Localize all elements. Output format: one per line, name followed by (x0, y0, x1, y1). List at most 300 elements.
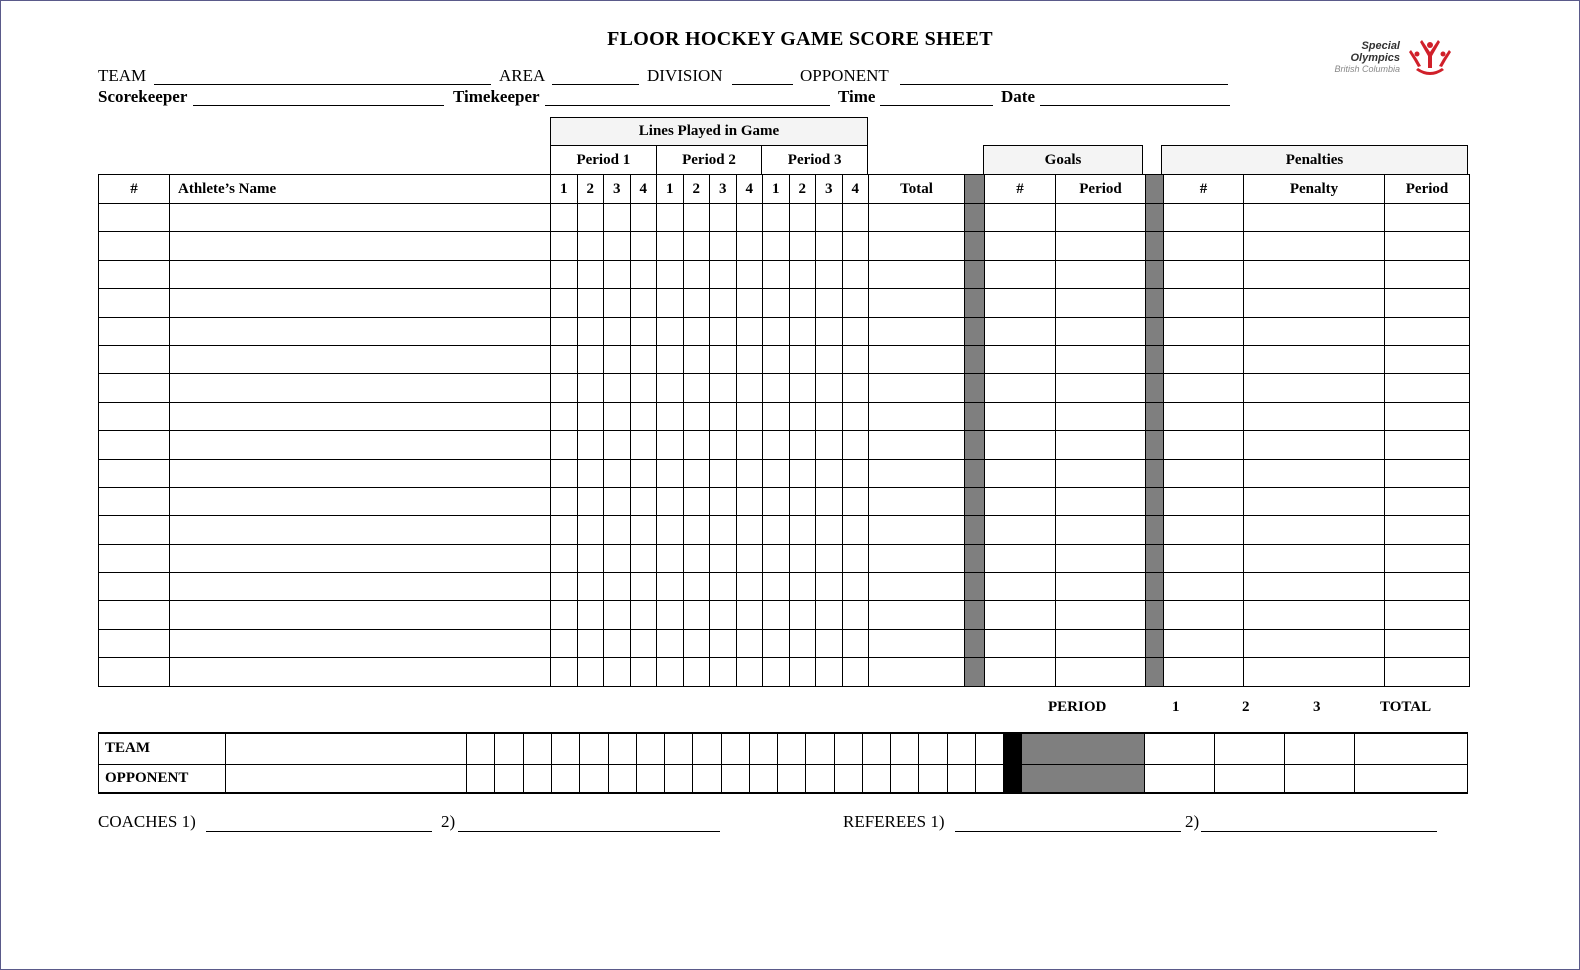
line-played-cell[interactable] (710, 601, 737, 629)
time-field[interactable] (880, 105, 993, 106)
line-played-cell[interactable] (683, 374, 710, 402)
summary-tally-cell[interactable] (806, 764, 834, 793)
goal-period-cell[interactable] (1056, 374, 1146, 402)
line-played-cell[interactable] (789, 544, 816, 572)
athlete-name-cell[interactable] (170, 260, 551, 288)
line-played-cell[interactable] (710, 317, 737, 345)
line-played-cell[interactable] (683, 629, 710, 657)
summary-tally-cell[interactable] (947, 764, 975, 793)
total-cell[interactable] (869, 431, 965, 459)
goal-period-cell[interactable] (1056, 289, 1146, 317)
penalty-number-cell[interactable] (1164, 260, 1244, 288)
line-played-cell[interactable] (630, 573, 657, 601)
penalty-period-cell[interactable] (1385, 459, 1470, 487)
division-field[interactable] (732, 84, 793, 85)
line-played-cell[interactable] (763, 260, 790, 288)
athlete-number-cell[interactable] (99, 516, 170, 544)
line-played-cell[interactable] (789, 629, 816, 657)
line-played-cell[interactable] (842, 544, 869, 572)
penalty-period-cell[interactable] (1385, 601, 1470, 629)
penalty-number-cell[interactable] (1164, 658, 1244, 686)
line-played-cell[interactable] (816, 601, 843, 629)
goal-period-cell[interactable] (1056, 544, 1146, 572)
line-played-cell[interactable] (736, 232, 763, 260)
line-played-cell[interactable] (710, 487, 737, 515)
line-played-cell[interactable] (816, 204, 843, 232)
line-played-cell[interactable] (577, 487, 604, 515)
penalty-period-cell[interactable] (1385, 544, 1470, 572)
line-played-cell[interactable] (816, 402, 843, 430)
goal-number-cell[interactable] (985, 374, 1056, 402)
athlete-number-cell[interactable] (99, 601, 170, 629)
goal-number-cell[interactable] (985, 459, 1056, 487)
line-played-cell[interactable] (842, 260, 869, 288)
line-played-cell[interactable] (683, 260, 710, 288)
line-played-cell[interactable] (842, 516, 869, 544)
line-played-cell[interactable] (604, 516, 631, 544)
line-played-cell[interactable] (577, 544, 604, 572)
total-cell[interactable] (869, 345, 965, 373)
penalty-period-cell[interactable] (1385, 516, 1470, 544)
line-played-cell[interactable] (551, 459, 578, 487)
summary-tally-cell[interactable] (891, 764, 919, 793)
line-played-cell[interactable] (630, 431, 657, 459)
line-played-cell[interactable] (842, 204, 869, 232)
summary-tally-cell[interactable] (608, 764, 636, 793)
line-played-cell[interactable] (551, 374, 578, 402)
goal-period-cell[interactable] (1056, 317, 1146, 345)
line-played-cell[interactable] (577, 260, 604, 288)
line-played-cell[interactable] (789, 317, 816, 345)
line-played-cell[interactable] (763, 317, 790, 345)
line-played-cell[interactable] (683, 487, 710, 515)
total-cell[interactable] (869, 629, 965, 657)
athlete-name-cell[interactable] (170, 431, 551, 459)
line-played-cell[interactable] (842, 317, 869, 345)
total-cell[interactable] (869, 260, 965, 288)
line-played-cell[interactable] (789, 204, 816, 232)
total-cell[interactable] (869, 232, 965, 260)
area-field[interactable] (552, 84, 639, 85)
penalty-number-cell[interactable] (1164, 345, 1244, 373)
line-played-cell[interactable] (657, 260, 684, 288)
penalty-number-cell[interactable] (1164, 317, 1244, 345)
summary-tally-cell[interactable] (608, 733, 636, 764)
penalty-type-cell[interactable] (1244, 459, 1385, 487)
total-cell[interactable] (869, 459, 965, 487)
penalty-type-cell[interactable] (1244, 345, 1385, 373)
line-played-cell[interactable] (577, 516, 604, 544)
line-played-cell[interactable] (604, 459, 631, 487)
athlete-number-cell[interactable] (99, 459, 170, 487)
line-played-cell[interactable] (789, 260, 816, 288)
line-played-cell[interactable] (551, 629, 578, 657)
line-played-cell[interactable] (630, 601, 657, 629)
penalty-type-cell[interactable] (1244, 573, 1385, 601)
line-played-cell[interactable] (789, 601, 816, 629)
line-played-cell[interactable] (683, 431, 710, 459)
penalty-type-cell[interactable] (1244, 374, 1385, 402)
line-played-cell[interactable] (683, 289, 710, 317)
line-played-cell[interactable] (710, 345, 737, 373)
line-played-cell[interactable] (763, 374, 790, 402)
summary-tally-cell[interactable] (636, 764, 664, 793)
goal-period-cell[interactable] (1056, 204, 1146, 232)
line-played-cell[interactable] (577, 629, 604, 657)
summary-tally-cell[interactable] (975, 733, 1003, 764)
line-played-cell[interactable] (816, 658, 843, 686)
line-played-cell[interactable] (577, 204, 604, 232)
goal-period-cell[interactable] (1056, 402, 1146, 430)
goal-period-cell[interactable] (1056, 260, 1146, 288)
penalty-type-cell[interactable] (1244, 431, 1385, 459)
line-played-cell[interactable] (657, 658, 684, 686)
total-cell[interactable] (869, 289, 965, 317)
line-played-cell[interactable] (630, 374, 657, 402)
summary-tally-cell[interactable] (975, 764, 1003, 793)
goal-number-cell[interactable] (985, 204, 1056, 232)
summary-tally-cell[interactable] (778, 733, 806, 764)
line-played-cell[interactable] (736, 260, 763, 288)
penalty-type-cell[interactable] (1244, 204, 1385, 232)
line-played-cell[interactable] (683, 658, 710, 686)
line-played-cell[interactable] (683, 204, 710, 232)
timekeeper-field[interactable] (545, 105, 830, 106)
penalty-number-cell[interactable] (1164, 402, 1244, 430)
athlete-number-cell[interactable] (99, 374, 170, 402)
penalty-period-cell[interactable] (1385, 629, 1470, 657)
penalty-period-cell[interactable] (1385, 232, 1470, 260)
line-played-cell[interactable] (657, 204, 684, 232)
line-played-cell[interactable] (577, 345, 604, 373)
penalty-period-cell[interactable] (1385, 204, 1470, 232)
summary-total-score[interactable] (1355, 764, 1468, 793)
summary-tally-cell[interactable] (862, 764, 890, 793)
line-played-cell[interactable] (763, 459, 790, 487)
summary-tally-cell[interactable] (636, 733, 664, 764)
line-played-cell[interactable] (577, 459, 604, 487)
penalty-number-cell[interactable] (1164, 544, 1244, 572)
line-played-cell[interactable] (604, 204, 631, 232)
line-played-cell[interactable] (551, 516, 578, 544)
line-played-cell[interactable] (630, 516, 657, 544)
total-cell[interactable] (869, 487, 965, 515)
summary-tally-cell[interactable] (580, 764, 608, 793)
line-played-cell[interactable] (736, 459, 763, 487)
line-played-cell[interactable] (763, 289, 790, 317)
athlete-name-cell[interactable] (170, 544, 551, 572)
athlete-number-cell[interactable] (99, 544, 170, 572)
line-played-cell[interactable] (683, 317, 710, 345)
coach-1-field[interactable] (206, 831, 432, 832)
penalty-period-cell[interactable] (1385, 289, 1470, 317)
line-played-cell[interactable] (551, 232, 578, 260)
penalty-type-cell[interactable] (1244, 487, 1385, 515)
line-played-cell[interactable] (657, 601, 684, 629)
line-played-cell[interactable] (577, 402, 604, 430)
penalty-type-cell[interactable] (1244, 232, 1385, 260)
line-played-cell[interactable] (736, 431, 763, 459)
athlete-number-cell[interactable] (99, 402, 170, 430)
line-played-cell[interactable] (630, 402, 657, 430)
date-field[interactable] (1040, 105, 1230, 106)
line-played-cell[interactable] (842, 658, 869, 686)
athlete-number-cell[interactable] (99, 573, 170, 601)
athlete-name-cell[interactable] (170, 204, 551, 232)
penalty-type-cell[interactable] (1244, 601, 1385, 629)
opponent-field[interactable] (900, 84, 1228, 85)
scorekeeper-field[interactable] (193, 105, 444, 106)
line-played-cell[interactable] (736, 601, 763, 629)
summary-total-score[interactable] (1355, 733, 1468, 764)
line-played-cell[interactable] (710, 431, 737, 459)
line-played-cell[interactable] (577, 431, 604, 459)
line-played-cell[interactable] (630, 658, 657, 686)
line-played-cell[interactable] (842, 431, 869, 459)
line-played-cell[interactable] (710, 260, 737, 288)
summary-period-3-score[interactable] (1285, 764, 1355, 793)
line-played-cell[interactable] (763, 487, 790, 515)
line-played-cell[interactable] (789, 345, 816, 373)
line-played-cell[interactable] (816, 459, 843, 487)
penalty-period-cell[interactable] (1385, 573, 1470, 601)
goal-number-cell[interactable] (985, 345, 1056, 373)
line-played-cell[interactable] (577, 232, 604, 260)
line-played-cell[interactable] (657, 345, 684, 373)
summary-tally-cell[interactable] (523, 733, 551, 764)
line-played-cell[interactable] (842, 459, 869, 487)
line-played-cell[interactable] (630, 345, 657, 373)
summary-tally-cell[interactable] (749, 733, 777, 764)
line-played-cell[interactable] (710, 204, 737, 232)
goal-period-cell[interactable] (1056, 232, 1146, 260)
line-played-cell[interactable] (816, 573, 843, 601)
athlete-name-cell[interactable] (170, 459, 551, 487)
line-played-cell[interactable] (763, 232, 790, 260)
line-played-cell[interactable] (551, 345, 578, 373)
athlete-number-cell[interactable] (99, 431, 170, 459)
line-played-cell[interactable] (842, 629, 869, 657)
line-played-cell[interactable] (763, 345, 790, 373)
line-played-cell[interactable] (816, 345, 843, 373)
line-played-cell[interactable] (657, 544, 684, 572)
goal-number-cell[interactable] (985, 601, 1056, 629)
summary-tally-cell[interactable] (721, 764, 749, 793)
line-played-cell[interactable] (842, 232, 869, 260)
line-played-cell[interactable] (842, 402, 869, 430)
penalty-type-cell[interactable] (1244, 260, 1385, 288)
line-played-cell[interactable] (551, 601, 578, 629)
line-played-cell[interactable] (789, 402, 816, 430)
summary-period-1-score[interactable] (1144, 733, 1214, 764)
summary-period-2-score[interactable] (1214, 733, 1284, 764)
line-played-cell[interactable] (736, 573, 763, 601)
goal-number-cell[interactable] (985, 544, 1056, 572)
line-played-cell[interactable] (763, 601, 790, 629)
summary-tally-cell[interactable] (834, 764, 862, 793)
penalty-period-cell[interactable] (1385, 487, 1470, 515)
penalty-period-cell[interactable] (1385, 658, 1470, 686)
goal-period-cell[interactable] (1056, 431, 1146, 459)
athlete-name-cell[interactable] (170, 487, 551, 515)
goal-number-cell[interactable] (985, 431, 1056, 459)
line-played-cell[interactable] (710, 459, 737, 487)
line-played-cell[interactable] (683, 573, 710, 601)
penalty-number-cell[interactable] (1164, 431, 1244, 459)
line-played-cell[interactable] (630, 629, 657, 657)
goal-number-cell[interactable] (985, 516, 1056, 544)
goal-period-cell[interactable] (1056, 601, 1146, 629)
line-played-cell[interactable] (604, 345, 631, 373)
penalty-type-cell[interactable] (1244, 629, 1385, 657)
line-played-cell[interactable] (789, 658, 816, 686)
line-played-cell[interactable] (763, 431, 790, 459)
line-played-cell[interactable] (657, 374, 684, 402)
line-played-cell[interactable] (604, 544, 631, 572)
goal-period-cell[interactable] (1056, 345, 1146, 373)
line-played-cell[interactable] (710, 516, 737, 544)
line-played-cell[interactable] (577, 317, 604, 345)
athlete-number-cell[interactable] (99, 317, 170, 345)
athlete-number-cell[interactable] (99, 345, 170, 373)
line-played-cell[interactable] (604, 629, 631, 657)
line-played-cell[interactable] (577, 374, 604, 402)
penalty-type-cell[interactable] (1244, 317, 1385, 345)
penalty-type-cell[interactable] (1244, 544, 1385, 572)
athlete-number-cell[interactable] (99, 204, 170, 232)
athlete-name-cell[interactable] (170, 289, 551, 317)
summary-tally-cell[interactable] (721, 733, 749, 764)
line-played-cell[interactable] (736, 629, 763, 657)
line-played-cell[interactable] (736, 516, 763, 544)
referee-2-field[interactable] (1201, 831, 1437, 832)
athlete-name-cell[interactable] (170, 629, 551, 657)
total-cell[interactable] (869, 204, 965, 232)
line-played-cell[interactable] (710, 232, 737, 260)
summary-tally-cell[interactable] (665, 764, 693, 793)
goal-number-cell[interactable] (985, 658, 1056, 686)
line-played-cell[interactable] (577, 289, 604, 317)
line-played-cell[interactable] (551, 260, 578, 288)
summary-tally-cell[interactable] (495, 764, 523, 793)
total-cell[interactable] (869, 317, 965, 345)
athlete-number-cell[interactable] (99, 260, 170, 288)
line-played-cell[interactable] (736, 317, 763, 345)
summary-tally-cell[interactable] (919, 733, 947, 764)
goal-period-cell[interactable] (1056, 487, 1146, 515)
line-played-cell[interactable] (630, 459, 657, 487)
line-played-cell[interactable] (789, 289, 816, 317)
summary-tally-cell[interactable] (891, 733, 919, 764)
referee-1-field[interactable] (955, 831, 1181, 832)
athlete-number-cell[interactable] (99, 487, 170, 515)
penalty-type-cell[interactable] (1244, 402, 1385, 430)
line-played-cell[interactable] (551, 431, 578, 459)
line-played-cell[interactable] (736, 289, 763, 317)
line-played-cell[interactable] (551, 573, 578, 601)
line-played-cell[interactable] (789, 573, 816, 601)
goal-number-cell[interactable] (985, 487, 1056, 515)
athlete-number-cell[interactable] (99, 289, 170, 317)
goal-number-cell[interactable] (985, 629, 1056, 657)
summary-tally-cell[interactable] (551, 764, 579, 793)
line-played-cell[interactable] (657, 487, 684, 515)
line-played-cell[interactable] (789, 516, 816, 544)
line-played-cell[interactable] (816, 431, 843, 459)
goal-number-cell[interactable] (985, 232, 1056, 260)
line-played-cell[interactable] (657, 289, 684, 317)
total-cell[interactable] (869, 402, 965, 430)
total-cell[interactable] (869, 374, 965, 402)
line-played-cell[interactable] (710, 289, 737, 317)
line-played-cell[interactable] (604, 487, 631, 515)
goal-period-cell[interactable] (1056, 658, 1146, 686)
line-played-cell[interactable] (789, 487, 816, 515)
line-played-cell[interactable] (604, 232, 631, 260)
line-played-cell[interactable] (842, 289, 869, 317)
summary-tally-cell[interactable] (778, 764, 806, 793)
goal-period-cell[interactable] (1056, 629, 1146, 657)
line-played-cell[interactable] (816, 289, 843, 317)
athlete-name-cell[interactable] (170, 601, 551, 629)
line-played-cell[interactable] (710, 402, 737, 430)
line-played-cell[interactable] (604, 573, 631, 601)
penalty-type-cell[interactable] (1244, 516, 1385, 544)
athlete-number-cell[interactable] (99, 232, 170, 260)
total-cell[interactable] (869, 516, 965, 544)
goal-number-cell[interactable] (985, 402, 1056, 430)
line-played-cell[interactable] (657, 459, 684, 487)
penalty-number-cell[interactable] (1164, 374, 1244, 402)
line-played-cell[interactable] (789, 459, 816, 487)
line-played-cell[interactable] (763, 204, 790, 232)
penalty-number-cell[interactable] (1164, 289, 1244, 317)
line-played-cell[interactable] (736, 544, 763, 572)
penalty-period-cell[interactable] (1385, 345, 1470, 373)
goal-number-cell[interactable] (985, 289, 1056, 317)
line-played-cell[interactable] (551, 402, 578, 430)
summary-tally-cell[interactable] (947, 733, 975, 764)
line-played-cell[interactable] (763, 629, 790, 657)
line-played-cell[interactable] (604, 289, 631, 317)
line-played-cell[interactable] (604, 317, 631, 345)
line-played-cell[interactable] (657, 317, 684, 345)
line-played-cell[interactable] (736, 487, 763, 515)
line-played-cell[interactable] (710, 573, 737, 601)
line-played-cell[interactable] (683, 601, 710, 629)
line-played-cell[interactable] (657, 431, 684, 459)
line-played-cell[interactable] (789, 431, 816, 459)
line-played-cell[interactable] (816, 232, 843, 260)
line-played-cell[interactable] (789, 232, 816, 260)
penalty-period-cell[interactable] (1385, 431, 1470, 459)
total-cell[interactable] (869, 544, 965, 572)
line-played-cell[interactable] (551, 487, 578, 515)
line-played-cell[interactable] (577, 601, 604, 629)
line-played-cell[interactable] (816, 629, 843, 657)
line-played-cell[interactable] (816, 487, 843, 515)
athlete-name-cell[interactable] (170, 573, 551, 601)
line-played-cell[interactable] (630, 544, 657, 572)
summary-tally-cell[interactable] (523, 764, 551, 793)
line-played-cell[interactable] (736, 658, 763, 686)
penalty-number-cell[interactable] (1164, 459, 1244, 487)
athlete-name-cell[interactable] (170, 317, 551, 345)
line-played-cell[interactable] (763, 658, 790, 686)
penalty-period-cell[interactable] (1385, 260, 1470, 288)
line-played-cell[interactable] (816, 544, 843, 572)
line-played-cell[interactable] (789, 374, 816, 402)
